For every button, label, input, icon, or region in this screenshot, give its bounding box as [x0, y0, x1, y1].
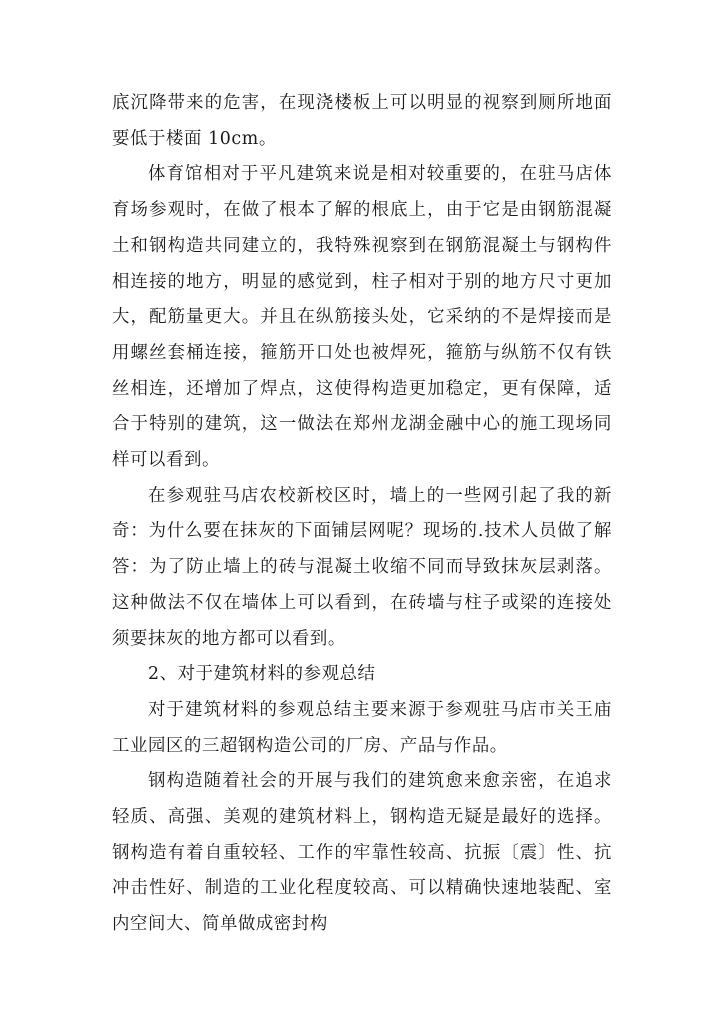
- paragraph-steel-structure: 钢构造随着社会的开展与我们的建筑愈来愈亲密，在追求轻质、高强、美观的建筑材料上，钢构造无疑是最好的选择。钢构造有着自重较轻、工作的牢靠性较高、抗振〔震〕性、抗冲击性好、制造的工业化程度较高、可以精确快速地装配、室内空间大、简单做成密封构: [112, 771, 612, 935]
- document-page: [112, 86, 612, 943]
- paragraph-materials-source: 对于建筑材料的参观总结主要来源于参观驻马店市关王庙工业园区的三超钢构造公司的厂房、产品与作品。: [112, 699, 612, 756]
- paragraph-gymnasium: 体育馆相对于平凡建筑来说是相对较重要的，在驻马店体育场参观时，在做了根本了解的根底上，由于它是由钢筋混凝土和钢构造共同建立的，我特殊视察到在钢筋混凝土与钢构件相连接的地方，明显的感觉到，柱子相对于别的地方尺寸更加大，配筋量更大。并且在纵筋接头处，它采纳的不是焊接而是用螺丝套桶连接，箍筋开口处也被焊死，箍筋与纵筋不仅有铁丝相连，还增加了焊点，这使得构造更加稳定，更有保障，适合于特别的建筑，这一做法在郑州龙湖金融中心的施工现场同样可以看到。: [112, 164, 612, 471]
- section-heading-materials: 2、对于建筑材料的参观总结: [148, 664, 376, 685]
- paragraph-campus-wall-mesh: 在参观驻马店农校新校区时，墙上的一些网引起了我的新奇：为什么要在抹灰的下面铺层网呢？现场的.技术人员做了解答：为了防止墙上的砖与混凝土收缩不同而导致抹灰层剥落。这种做法不仅在墙体上可以看到，在砖墙与柱子或梁的连接处须要抹灰的地方都可以看到。: [112, 485, 612, 649]
- paragraph-continuation: 底沉降带来的危害，在现浇楼板上可以明显的视察到厕所地面要低于楼面 10cm。: [112, 93, 612, 149]
